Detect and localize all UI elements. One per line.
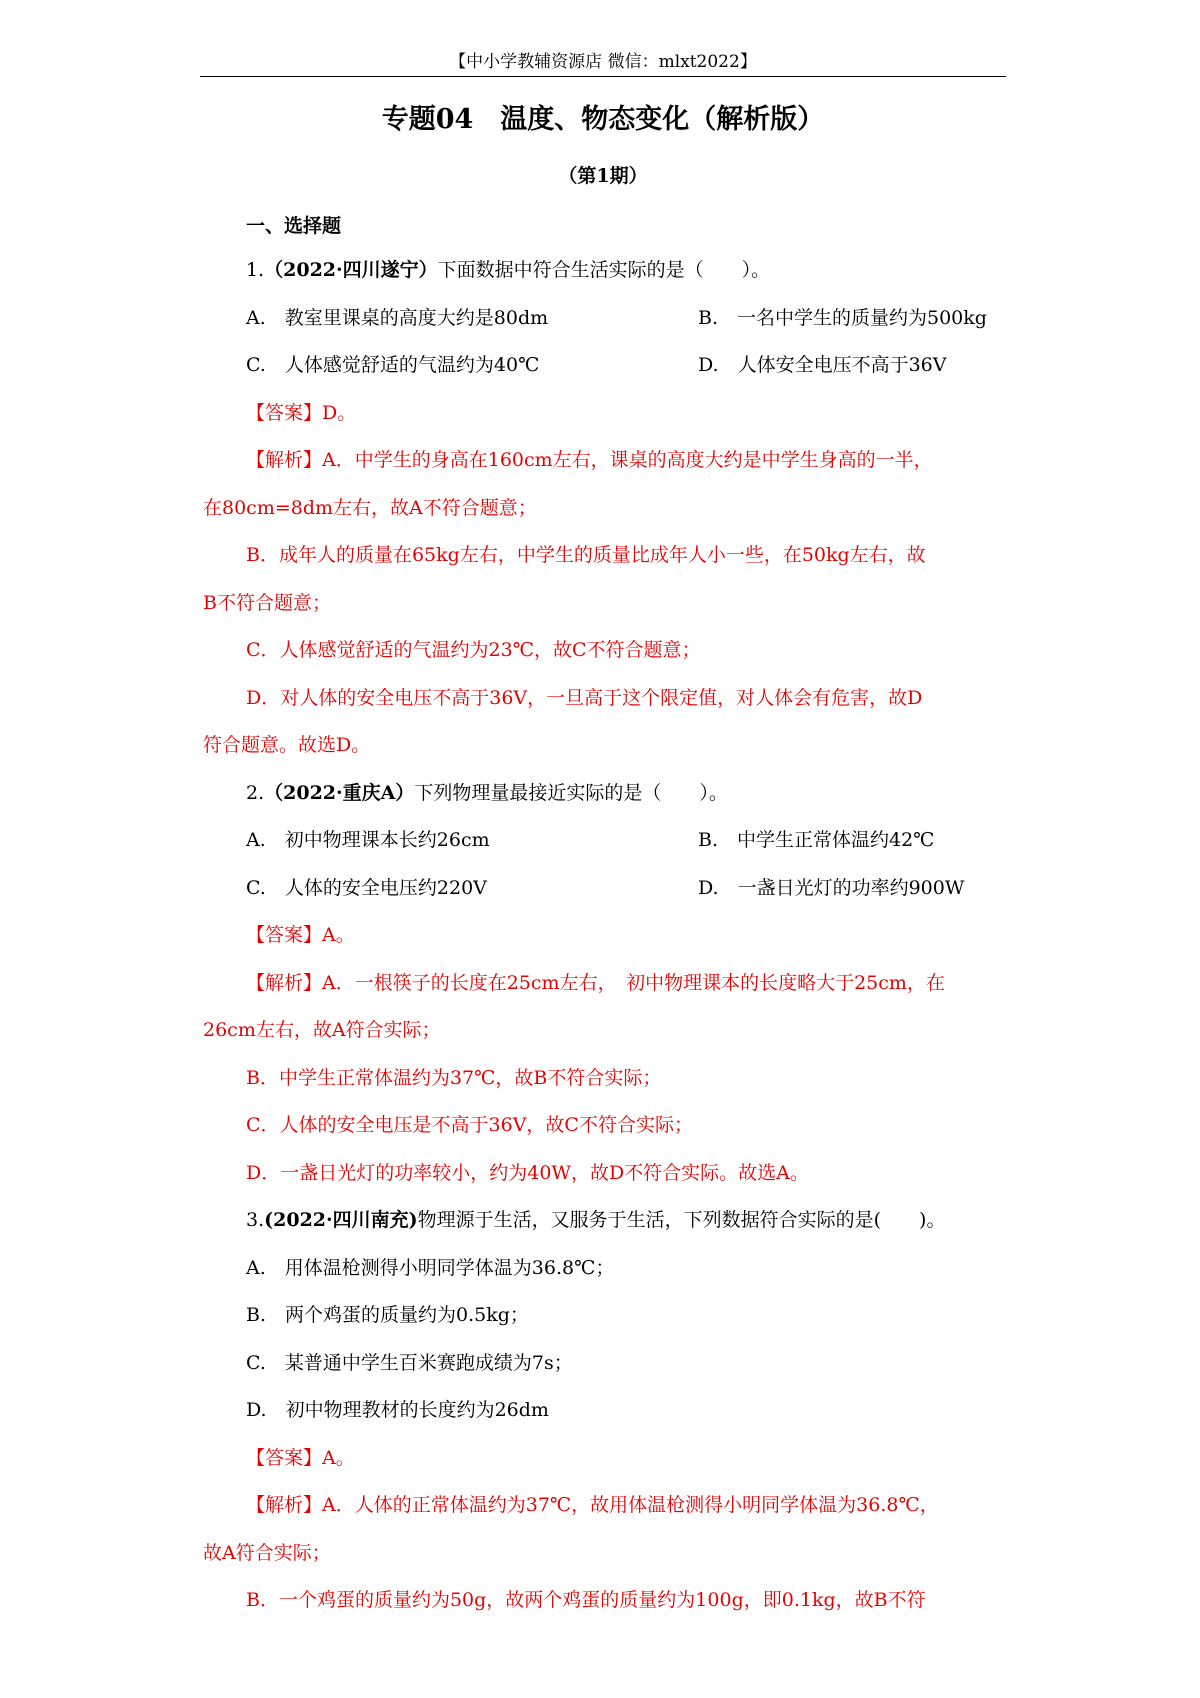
question-2-analysis-line-5: D．一盏日光灯的功率较小，约为40W，故D不符合实际。故选A。 — [246, 1161, 809, 1184]
header-rule — [200, 76, 1006, 77]
question-3-analysis-line-2: 故A符合实际； — [203, 1541, 331, 1564]
question-2-answer — [203, 921, 1003, 969]
question-source: （2022·重庆A） — [264, 781, 415, 804]
page-header: 【中小学教辅资源店 微信：mlxt2022】 — [449, 52, 757, 72]
question-number: 3. — [246, 1209, 265, 1231]
question-3-answer — [203, 1444, 1003, 1492]
option-c: C. 人体感觉舒适的气温约为40℃ — [246, 354, 540, 376]
option-c: C. 人体的安全电压约220V — [246, 876, 487, 899]
question-1-analysis-line-1 — [203, 446, 1003, 494]
question-2-analysis-line-3: B．中学生正常体温约为37℃，故B不符合实际； — [246, 1066, 662, 1089]
question-2-options-row-2 — [203, 874, 1003, 922]
option-b: B. 一名中学生的质量约为500kg — [698, 306, 987, 329]
question-1-analysis-line-6: D．对人体的安全电压不高于36V，一旦高于这个限定值，对人体会有危害，故D — [246, 686, 923, 709]
answer-value: A。 — [322, 1446, 355, 1469]
question-text: 下列物理量最接近实际的是（ ）。 — [414, 781, 728, 804]
question-3-analysis-line-1 — [203, 1491, 1003, 1539]
question-3-option-a: A. 用体温枪测得小明同学体温为36.8℃； — [246, 1256, 615, 1279]
analysis-text: A．中学生的身高在160cm左右，课桌的高度大约是中学生身高的一半， — [322, 449, 933, 471]
option-b: B. 中学生正常体温约42℃ — [698, 829, 935, 851]
question-1-stem — [203, 256, 1003, 304]
issue-number: （第1期） — [558, 165, 648, 187]
option-d: D. 一盏日光灯的功率约900W — [698, 876, 965, 899]
question-source: （2022·四川遂宁） — [264, 259, 438, 281]
question-source: (2022·四川南充) — [264, 1209, 418, 1231]
question-number: 1. — [246, 259, 265, 281]
question-text: 物理源于生活，又服务于生活，下列数据符合实际的是( )。 — [417, 1209, 946, 1231]
answer-label: 【答案】 — [246, 924, 323, 946]
question-1-options-row-2 — [203, 351, 1003, 399]
question-2-stem — [203, 779, 1003, 827]
questions-content — [203, 256, 1003, 1634]
question-3-stem — [203, 1206, 1003, 1254]
question-3-option-b: B. 两个鸡蛋的质量约为0.5kg； — [246, 1304, 529, 1326]
analysis-label: 【解析】 — [246, 449, 323, 471]
question-2-analysis-line-1 — [203, 969, 1003, 1017]
question-1-options-row-1 — [203, 304, 1003, 352]
analysis-text: A．人体的正常体温约为37℃，故用体温枪测得小明同学体温为36.8℃， — [322, 1494, 939, 1516]
answer-label: 【答案】 — [246, 401, 323, 424]
answer-label: 【答案】 — [246, 1446, 323, 1469]
question-1-analysis-line-7: 符合题意。故选D。 — [203, 734, 371, 756]
answer-value: A。 — [322, 924, 355, 946]
question-2-options-row-1 — [203, 826, 1003, 874]
question-1-answer — [203, 399, 1003, 447]
question-1-analysis-line-3: B．成年人的质量在65kg左右，中学生的质量比成年人小一些，在50kg左右，故 — [246, 544, 926, 566]
question-3-option-d: D. 初中物理教材的长度约为26dm — [246, 1399, 549, 1421]
question-text: 下面数据中符合生活实际的是（ ）。 — [437, 259, 771, 281]
question-1-analysis-line-4: B不符合题意； — [203, 591, 331, 614]
question-3-option-c: C. 某普通中学生百米赛跑成绩为7s； — [246, 1351, 573, 1374]
question-number: 2. — [246, 781, 265, 804]
option-a: A. 教室里课桌的高度大约是80dm — [246, 306, 549, 329]
analysis-label: 【解析】 — [246, 1494, 323, 1516]
analysis-text: A．一根筷子的长度在25cm左右， 初中物理课本的长度略大于25cm，在 — [322, 971, 945, 994]
question-2-analysis-line-4: C．人体的安全电压是不高于36V，故C不符合实际； — [246, 1114, 693, 1136]
analysis-label: 【解析】 — [246, 971, 323, 994]
section-heading: 一、选择题 — [246, 215, 342, 237]
answer-value: D。 — [322, 401, 357, 424]
option-a: A. 初中物理课本长约26cm — [246, 829, 490, 851]
question-1-analysis-line-2: 在80cm=8dm左右，故A不符合题意； — [203, 496, 537, 519]
question-3-analysis-line-3: B．一个鸡蛋的质量约为50g，故两个鸡蛋的质量约为100g，即0.1kg，故B不符 — [246, 1589, 926, 1611]
option-d: D. 人体安全电压不高于36V — [698, 354, 947, 376]
document-title: 专题04 温度、物态变化（解析版） — [381, 104, 825, 135]
question-2-analysis-line-2: 26cm左右，故A符合实际； — [203, 1019, 441, 1041]
question-1-analysis-line-5: C．人体感觉舒适的气温约为23℃，故C不符合题意； — [246, 639, 701, 661]
